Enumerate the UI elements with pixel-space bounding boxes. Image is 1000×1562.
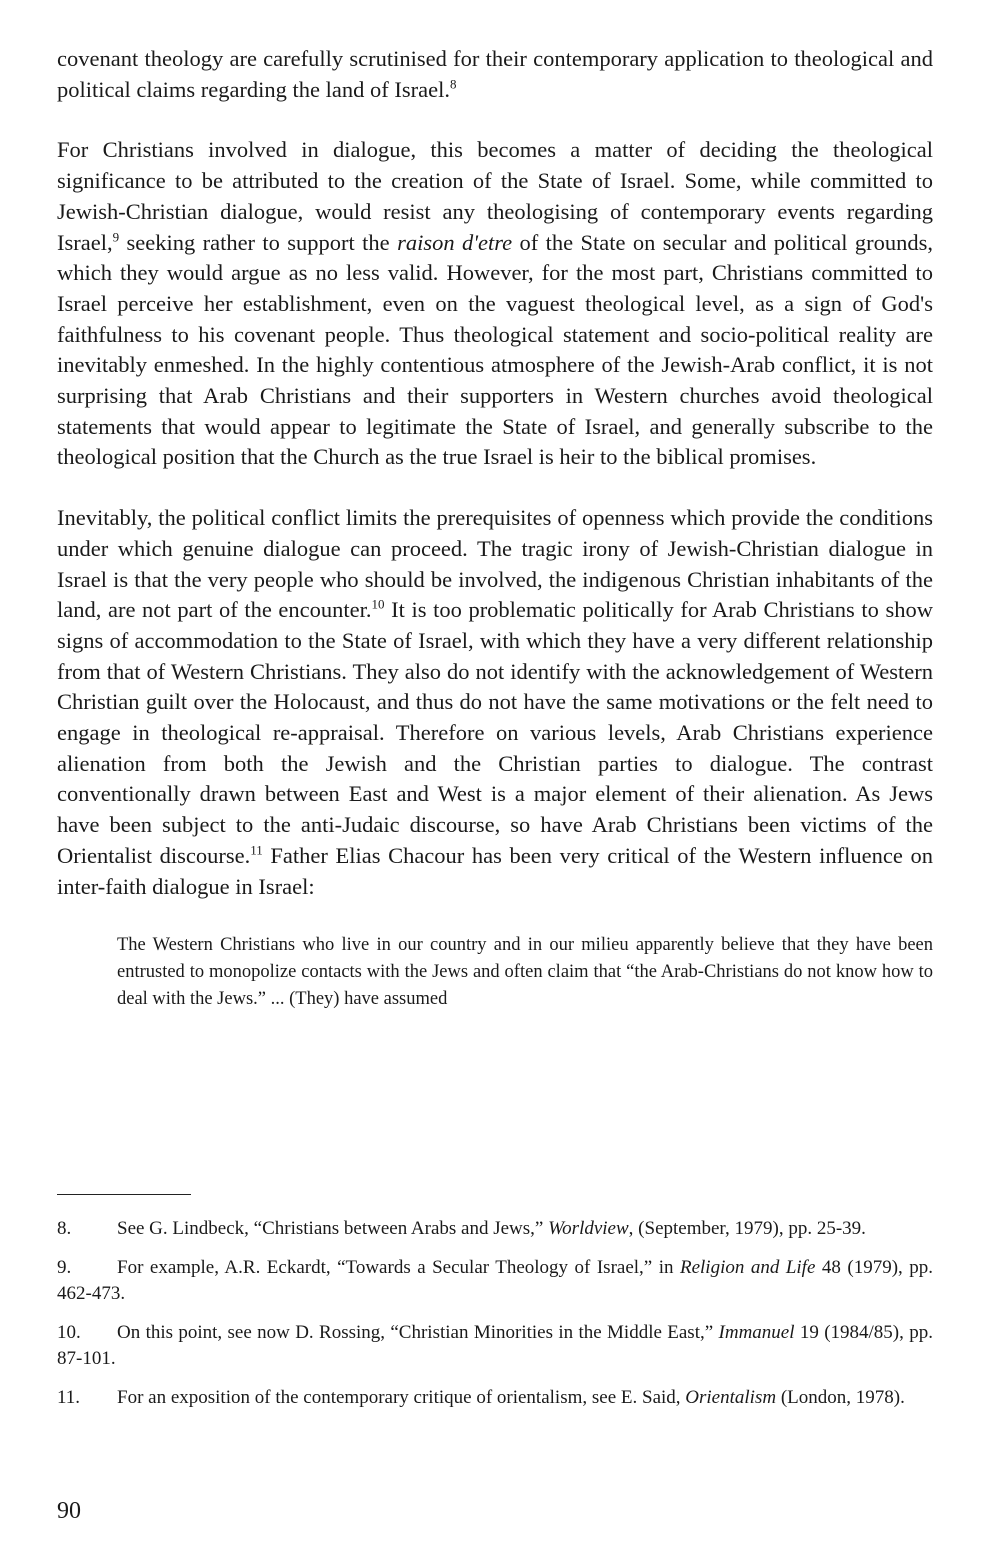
paragraph-1: [57, 44, 933, 105]
footnote-text: See G. Lindbeck, “Christians between Arabs and Jews,”: [117, 1218, 549, 1239]
paragraph-2: [57, 135, 933, 473]
footnote-text: 19 (1984/85), pp. 87-101.: [57, 1322, 933, 1369]
paragraph-text: of the State on secular and political grounds, which they would argue as no less valid. However, for the most part, Christians committed to Israel perceive her establishment, even on the vaguest theological level, as a sign of God's faithfulness to his covenant people. Thus theological statement and socio-political reality are inevitably enmeshed. In the highly contentious atmosphere of the Jewish-Arab conflict, it is not surprising that Arab Christians and their supporters in Western churches avoid theological statements that would appear to legitimate the State of Israel, and generally subscribe to the theological position that the Church as the true Israel is heir to the biblical promises.: [57, 229, 933, 470]
footnote-text: , (September, 1979), pp. 25-39.: [628, 1218, 866, 1239]
footnote-number: 10.: [57, 1322, 81, 1343]
footnote-8: [57, 1216, 933, 1242]
footnote-text: For an exposition of the contemporary critique of orientalism, see E. Said,: [117, 1387, 686, 1408]
page-body: [57, 44, 933, 1013]
page-number: 90: [57, 1498, 81, 1524]
footnote-number: 9.: [57, 1257, 72, 1278]
footnote-text: For example, A.R. Eckardt, “Towards a Secular Theology of Israel,” in: [117, 1257, 680, 1278]
footnote-text: (London, 1978).: [776, 1387, 905, 1408]
footnote-ref-9[interactable]: 9: [112, 229, 120, 245]
footnote-title: Worldview: [548, 1218, 629, 1239]
paragraph-text: seeking rather to support the: [119, 229, 398, 255]
footnote-ref-11[interactable]: 11: [250, 842, 263, 858]
paragraph-text: covenant theology are carefully scrutinised for their contemporary application to theological and political claims regarding the land of Israel.: [57, 46, 933, 102]
italic-term: raison d'etre: [397, 229, 513, 255]
footnote-title: Religion and Life: [679, 1257, 816, 1278]
footnotes: [57, 1216, 933, 1411]
footnote-9: [57, 1255, 933, 1307]
footnote-title: Immanuel: [718, 1322, 795, 1343]
footnote-ref-8[interactable]: 8: [449, 76, 457, 92]
footnote-text: On this point, see now D. Rossing, “Christian Minorities in the Middle East,”: [117, 1322, 719, 1343]
footnote-10: [57, 1320, 933, 1372]
footnote-number: 11.: [57, 1387, 81, 1408]
paragraph-text: Inevitably, the political conflict limits the prerequisites of openness which provide the conditions under which genuine dialogue can proceed. The tragic irony of Jewish-Christian dialogue in Israel is that the very people who should be involved, the indigenous Christian inhabitants of the land, are not part of the encounter.: [57, 505, 933, 623]
footnote-text: 48 (1979), pp. 462-473.: [57, 1257, 934, 1304]
footnote-ref-10[interactable]: 10: [371, 596, 385, 612]
footnote-number: 8.: [57, 1218, 72, 1239]
paragraph-text: For Christians involved in dialogue, this becomes a matter of deciding the theological significance to be attributed to the creation of the State of Israel. Some, while committed to Jewish-Christian dialogue, would resist any theologising of contemporary events regarding Israel,: [57, 137, 933, 255]
block-quote: The Western Christians who live in our country and in our milieu apparently believe that they have been entrusted to monopolize contacts with the Jews and often claim that “the Arab-Christians do not know how to deal with the Jews.” ... (They) have assumed: [117, 935, 933, 1010]
paragraph-text: Father Elias Chacour has been very critical of the Western influence on inter-faith dialogue in Israel:: [57, 842, 933, 899]
footnote-title: Orientalism: [685, 1387, 777, 1408]
paragraph-3: [57, 503, 933, 902]
paragraph-text: It is too problematic politically for Arab Christians to show signs of accommodation to the State of Israel, with which they have a very different relationship from that of Western Christians. They also do not identify with the acknowledgement of Western Christian guilt over the Holocaust, and thus do not have the same motivations or the felt need to engage in theological re-appraisal. Therefore on various levels, Arab Christians experience alienation from both the Jewish and the Christian parties to dialogue. The contrast conventionally drawn between East and West is a major element of their alienation. As Jews have been subject to the anti-Judaic discourse, so have Arab Christians been victims of the Orientalist discourse.: [57, 597, 933, 868]
footnote-11: [57, 1385, 933, 1411]
footnote-divider: [57, 1194, 191, 1195]
